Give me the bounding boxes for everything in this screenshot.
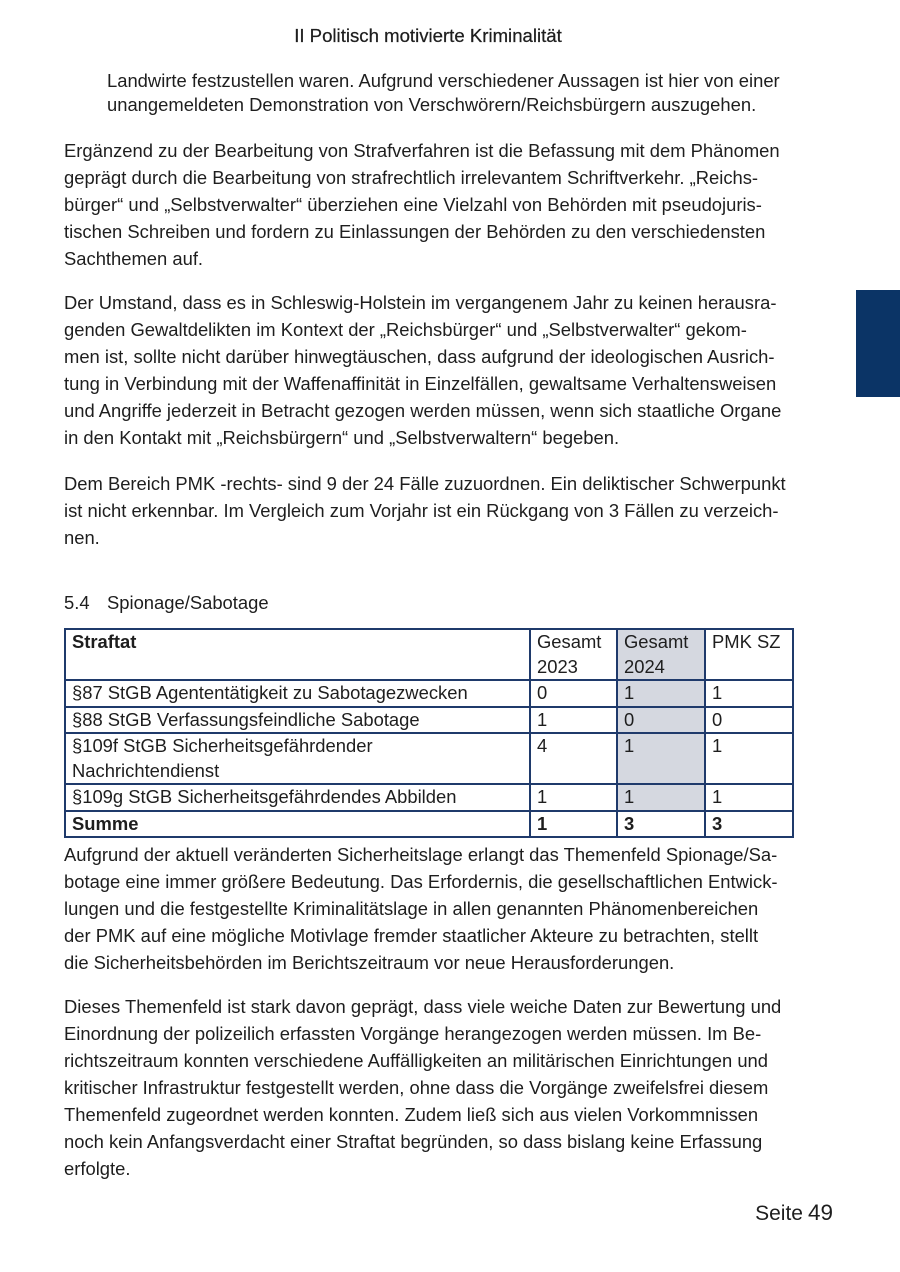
text-line: richtszeitraum konnten verschiedene Auffälligkeiten an militärischen Einrichtungen und <box>64 1049 769 1071</box>
text-line: geprägt durch die Bearbeitung von strafrechtlich irrelevantem Schriftverkehr. „Reichs- <box>64 166 759 188</box>
text-line: Dem Bereich PMK -rechts- sind 9 der 24 Fälle zuzuordnen. Ein deliktischer Schwerpunkt <box>64 472 786 494</box>
cell-total-2024: 1 <box>617 680 705 707</box>
header-total-2023-line: 2023 <box>537 655 578 677</box>
table-row <box>65 784 793 811</box>
cell-total-2023: 1 <box>530 784 617 811</box>
cell-total-2023: 1 <box>530 707 617 734</box>
header-offense: Straftat <box>65 629 530 680</box>
table-row <box>65 733 793 784</box>
header-total-2023-line: Gesamt <box>537 631 602 652</box>
header-total-2024 <box>617 629 705 680</box>
cell-offense: §109g StGB Sicherheitsgefährdendes Abbilden <box>65 784 530 811</box>
header-total-2024-line: 2024 <box>624 655 665 677</box>
text-line: nen. <box>64 526 100 548</box>
text-line: und Angriffe jederzeit in Betracht gezogen werden müssen, wenn sich staatliche Organe <box>64 399 782 421</box>
running-header: II Politisch motivierte Kriminalität <box>294 25 562 46</box>
text-line: die Sicherheitsbehörden im Berichtszeitraum vor neue Herausforderungen. <box>64 951 675 973</box>
cell-sum-total-2023: 1 <box>530 811 617 838</box>
cell-total-2023: 4 <box>530 733 617 784</box>
cell-pmk-sz: 1 <box>705 733 793 784</box>
text-line: Aufgrund der aktuell veränderten Sicherheitslage erlangt das Themenfeld Spionage/Sa- <box>64 843 778 865</box>
table-header-row <box>65 629 793 680</box>
paragraph <box>64 993 781 1182</box>
cell-offense <box>65 733 530 784</box>
text-line: noch kein Anfangsverdacht einer Straftat begründen, so dass bislang keine Erfassung <box>64 1130 763 1152</box>
text-line: in den Kontakt mit „Reichsbürgern“ und „Selbstverwaltern“ begeben. <box>64 426 620 448</box>
cell-sum-label: Summe <box>65 811 530 838</box>
paragraph <box>64 137 780 272</box>
text-line: Ergänzend zu der Bearbeitung von Strafverfahren ist die Befassung mit dem Phänomen <box>64 139 780 161</box>
cell-pmk-sz: 1 <box>705 784 793 811</box>
text-line: bürger“ und „Selbstverwalter“ überziehen eine Vielzahl von Behörden mit pseudojuris- <box>64 193 762 215</box>
paragraph <box>64 289 781 452</box>
text-line: Landwirte festzustellen waren. Aufgrund verschiedener Aussagen ist hier von einer <box>107 70 780 91</box>
header-total-2024-line: Gesamt <box>624 631 689 652</box>
cell-total-2024: 1 <box>617 784 705 811</box>
text-line: der PMK auf eine mögliche Motivlage fremder staatlicher Akteure zu betrachten, stellt <box>64 924 759 946</box>
text-line: erfolgte. <box>64 1157 131 1179</box>
section-title: Spionage/Sabotage <box>107 592 269 613</box>
page-number: 49 <box>807 1200 833 1225</box>
text-line: Themenfeld zugeordnet werden konnten. Zudem ließ sich aus vielen Vorkommnissen <box>64 1103 759 1125</box>
espionage-sabotage-table <box>64 628 794 838</box>
text-line: Dieses Themenfeld ist stark davon geprägt, dass viele weiche Daten zur Bewertung und <box>64 995 782 1017</box>
text-line: ist nicht erkennbar. Im Vergleich zum Vorjahr ist ein Rückgang von 3 Fällen zu verzeich- <box>64 499 779 521</box>
text-line: men ist, sollte nicht darüber hinwegtäuschen, dass aufgrund der ideologischen Ausrich- <box>64 345 775 367</box>
paragraph <box>64 470 786 551</box>
cell-pmk-sz: 0 <box>705 707 793 734</box>
quote-continuation <box>107 69 780 117</box>
table-row <box>65 707 793 734</box>
table-sum-row <box>65 811 793 838</box>
cell-total-2024: 1 <box>617 733 705 784</box>
text-line: botage eine immer größere Bedeutung. Das Erfordernis, die gesellschaftlichen Entwick- <box>64 870 778 892</box>
table-row <box>65 680 793 707</box>
cell-total-2024: 0 <box>617 707 705 734</box>
text-line: tischen Schreiben und fordern zu Einlassungen der Behörden zu den verschiedensten <box>64 220 766 242</box>
section-number: 5.4 <box>64 592 90 613</box>
cell-offense-line: Nachrichtendienst <box>72 759 220 781</box>
text-line: Der Umstand, dass es in Schleswig-Holstein im vergangenem Jahr zu keinen herausra- <box>64 291 777 313</box>
text-line: tung in Verbindung mit der Waffenaffinität in Einzelfällen, gewaltsame Verhaltensweisen <box>64 372 777 394</box>
page-label: Seite <box>755 1202 803 1225</box>
text-line: kritischer Infrastruktur festgestellt werden, ohne dass die Vorgänge zweifelsfrei diesem <box>64 1076 769 1098</box>
paragraph <box>64 841 778 976</box>
header-pmk-sz: PMK SZ <box>705 629 793 680</box>
cell-sum-pmk-sz: 3 <box>705 811 793 838</box>
text-line: Sachthemen auf. <box>64 247 204 269</box>
cell-offense-line: §109f StGB Sicherheitsgefährdender <box>72 735 373 756</box>
text-line: Einordnung der polizeilich erfassten Vorgänge herangezogen werden müssen. Im Be- <box>64 1022 762 1044</box>
cell-sum-total-2024: 3 <box>617 811 705 838</box>
chapter-tab-marker <box>856 290 900 397</box>
text-line: lungen und die festgestellte Kriminalitätslage in allen genannten Phänomenbereichen <box>64 897 759 919</box>
section-heading <box>64 590 269 616</box>
cell-total-2023: 0 <box>530 680 617 707</box>
header-total-2023 <box>530 629 617 680</box>
cell-offense: §87 StGB Agententätigkeit zu Sabotagezwecken <box>65 680 530 707</box>
cell-offense: §88 StGB Verfassungsfeindliche Sabotage <box>65 707 530 734</box>
cell-pmk-sz: 1 <box>705 680 793 707</box>
page-footer <box>755 1199 833 1230</box>
text-line: unangemeldeten Demonstration von Verschwörern/Reichsbürgern auszugehen. <box>107 94 757 115</box>
text-line: genden Gewaltdelikten im Kontext der „Reichsbürger“ und „Selbstverwalter“ gekom- <box>64 318 747 340</box>
